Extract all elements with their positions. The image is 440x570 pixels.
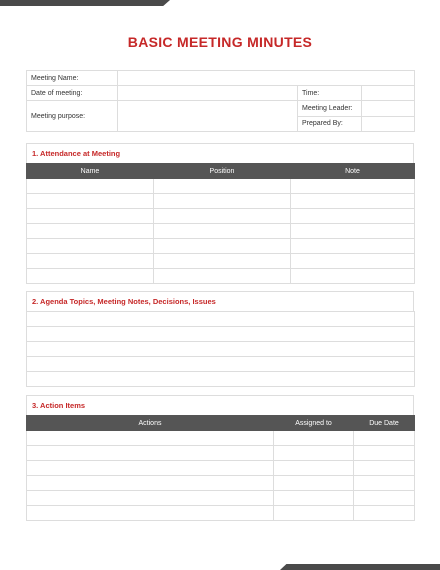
table-row (27, 209, 415, 224)
table-row (27, 254, 415, 269)
table-cell[interactable] (27, 312, 415, 327)
agenda-section (26, 291, 414, 387)
table-cell[interactable] (274, 491, 354, 506)
table-row (27, 431, 415, 446)
table-cell[interactable] (27, 342, 415, 357)
corner-decoration-bottom (280, 564, 440, 570)
prepared-label: Prepared By: (298, 116, 362, 132)
attendance-heading: 1. Attendance at Meeting (26, 143, 414, 163)
prepared-field[interactable] (362, 116, 415, 132)
table-cell[interactable] (27, 194, 154, 209)
table-cell[interactable] (354, 491, 415, 506)
time-label: Time: (298, 86, 362, 101)
table-cell[interactable] (354, 446, 415, 461)
table-cell[interactable] (27, 431, 274, 446)
date-field[interactable] (118, 86, 298, 101)
table-cell[interactable] (27, 209, 154, 224)
table-row (27, 194, 415, 209)
corner-decoration-top (0, 0, 170, 6)
table-cell[interactable] (27, 446, 274, 461)
table-row (27, 372, 415, 387)
table-row (27, 224, 415, 239)
table-cell[interactable] (27, 179, 154, 194)
table-cell[interactable] (27, 239, 154, 254)
table-cell[interactable] (154, 209, 291, 224)
table-cell[interactable] (274, 431, 354, 446)
time-field[interactable] (362, 86, 415, 101)
attendance-section (26, 143, 414, 284)
table-row (27, 461, 415, 476)
table-cell[interactable] (354, 461, 415, 476)
table-cell[interactable] (27, 269, 154, 284)
column-header-note: Note (291, 164, 415, 179)
table-row (27, 491, 415, 506)
table-row (27, 342, 415, 357)
agenda-heading: 2. Agenda Topics, Meeting Notes, Decisions, Issues (26, 291, 414, 311)
meeting-name-label: Meeting Name: (27, 71, 118, 86)
table-cell[interactable] (27, 491, 274, 506)
table-cell[interactable] (154, 269, 291, 284)
table-cell[interactable] (27, 254, 154, 269)
table-cell[interactable] (291, 179, 415, 194)
table-cell[interactable] (291, 239, 415, 254)
leader-label: Meeting Leader: (298, 101, 362, 117)
table-cell[interactable] (291, 209, 415, 224)
table-row (27, 239, 415, 254)
table-cell[interactable] (291, 254, 415, 269)
table-cell[interactable] (291, 224, 415, 239)
table-row (27, 506, 415, 521)
table-cell[interactable] (27, 476, 274, 491)
column-header-due-date: Due Date (354, 416, 415, 431)
table-cell[interactable] (354, 431, 415, 446)
table-cell[interactable] (27, 372, 415, 387)
table-cell[interactable] (291, 269, 415, 284)
actions-table (26, 415, 415, 521)
table-row (27, 269, 415, 284)
table-cell[interactable] (27, 461, 274, 476)
table-cell[interactable] (274, 461, 354, 476)
table-cell[interactable] (291, 194, 415, 209)
table-cell[interactable] (154, 194, 291, 209)
table-cell[interactable] (354, 476, 415, 491)
table-cell[interactable] (154, 224, 291, 239)
column-header-name: Name (27, 164, 154, 179)
actions-heading: 3. Action Items (26, 395, 414, 415)
table-cell[interactable] (354, 506, 415, 521)
table-cell[interactable] (27, 327, 415, 342)
column-header-position: Position (154, 164, 291, 179)
table-cell[interactable] (154, 254, 291, 269)
table-cell[interactable] (154, 179, 291, 194)
table-row (27, 312, 415, 327)
table-row (27, 446, 415, 461)
table-cell[interactable] (274, 446, 354, 461)
table-cell[interactable] (27, 224, 154, 239)
meeting-name-field[interactable] (118, 71, 415, 86)
table-row (27, 357, 415, 372)
table-cell[interactable] (274, 506, 354, 521)
table-row (27, 327, 415, 342)
actions-section (26, 395, 414, 521)
table-row (27, 476, 415, 491)
table-cell[interactable] (274, 476, 354, 491)
date-label: Date of meeting: (27, 86, 118, 101)
meeting-info-table (26, 70, 415, 132)
table-cell[interactable] (27, 506, 274, 521)
table-row (27, 179, 415, 194)
table-cell[interactable] (154, 239, 291, 254)
column-header-actions: Actions (27, 416, 274, 431)
leader-field[interactable] (362, 101, 415, 117)
purpose-field[interactable] (118, 101, 298, 132)
table-cell[interactable] (27, 357, 415, 372)
document-title: BASIC MEETING MINUTES (127, 34, 313, 50)
attendance-table (26, 163, 415, 284)
column-header-assigned-to: Assigned to (274, 416, 354, 431)
purpose-label: Meeting purpose: (27, 101, 118, 132)
agenda-table (26, 311, 415, 387)
